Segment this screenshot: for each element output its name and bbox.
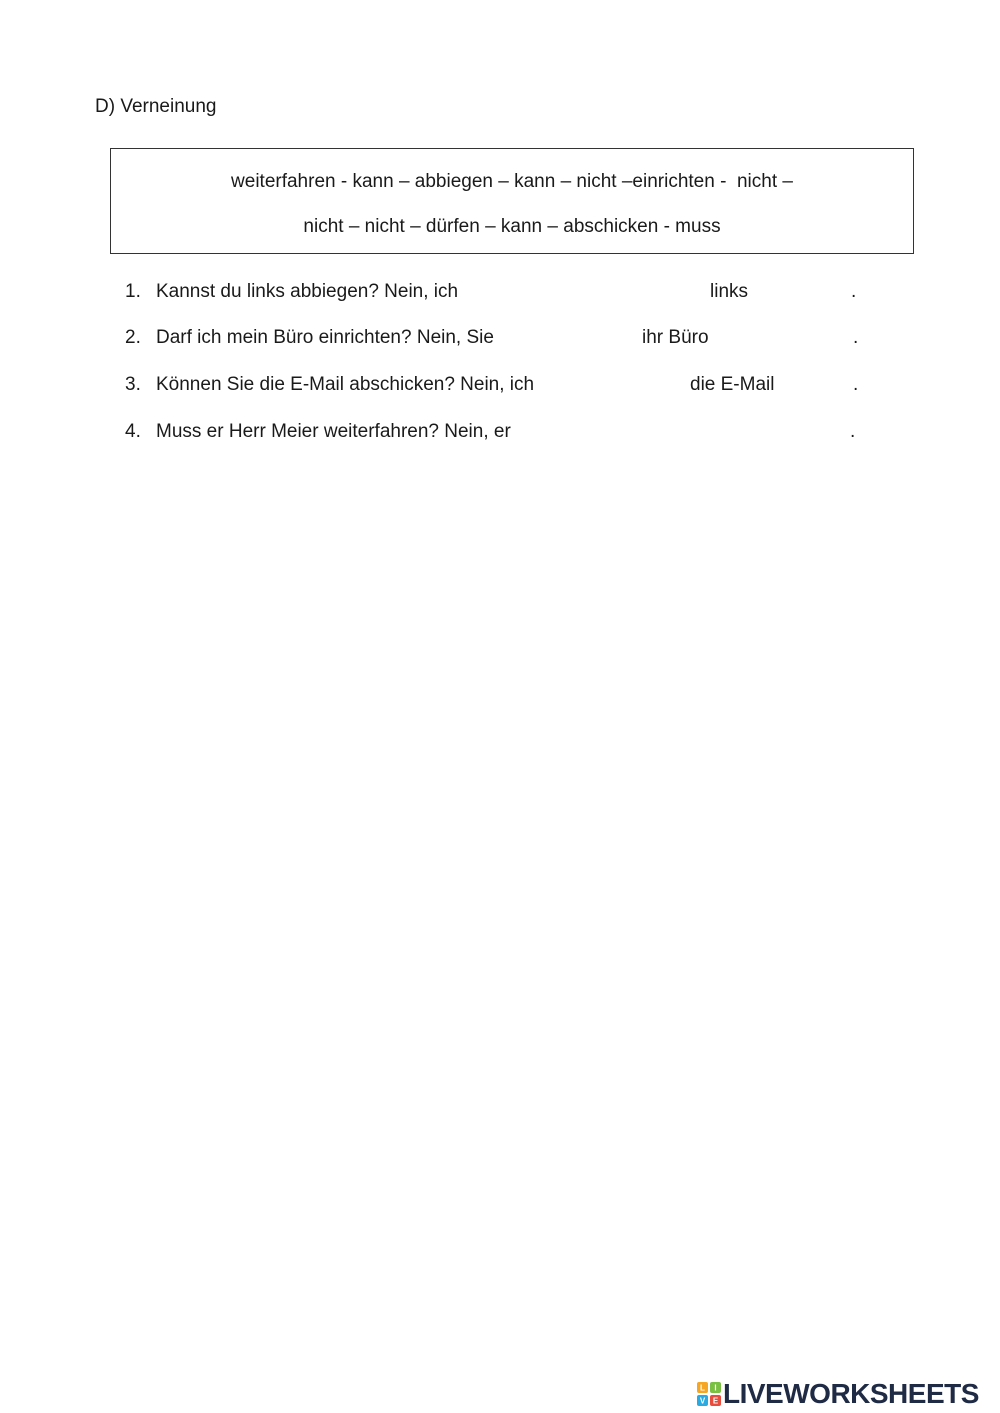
exercise-item-3 bbox=[0, 373, 1000, 399]
word-bank-line-2: nicht – nicht – dürfen – kann – abschicken - muss bbox=[303, 216, 721, 237]
svg-text:E: E bbox=[712, 1396, 719, 1406]
exercise-question: Darf ich mein Büro einrichten? Nein, Sie bbox=[156, 327, 494, 348]
exercise-number: 3. bbox=[125, 374, 141, 395]
svg-text:V: V bbox=[699, 1396, 706, 1406]
word-bank-line-1: weiterfahren - kann – abbiegen – kann – nicht –einrichten - nicht – bbox=[231, 171, 793, 192]
exercise-question: Muss er Herr Meier weiterfahren? Nein, er bbox=[156, 421, 511, 442]
exercise-question: Kannst du links abbiegen? Nein, ich bbox=[156, 281, 459, 302]
liveworksheets-watermark bbox=[697, 1378, 995, 1412]
liveworksheets-logo-icon bbox=[697, 1382, 721, 1406]
word-bank-box bbox=[110, 148, 914, 254]
watermark-text: LIVEWORKSHEETS bbox=[723, 1378, 979, 1409]
exercise-number: 2. bbox=[125, 327, 141, 348]
exercise-item-1 bbox=[0, 280, 1000, 306]
exercise-end-period: . bbox=[853, 374, 859, 395]
exercise-end-period: . bbox=[853, 327, 859, 348]
exercise-item-4 bbox=[0, 420, 1000, 446]
exercise-question: Können Sie die E-Mail abschicken? Nein, ich bbox=[156, 374, 535, 395]
exercise-end-period: . bbox=[851, 281, 857, 302]
exercise-number: 4. bbox=[125, 421, 141, 442]
svg-text:L: L bbox=[700, 1383, 705, 1393]
exercise-item-2 bbox=[0, 326, 1000, 352]
exercise-end-period: . bbox=[850, 421, 856, 442]
exercise-number: 1. bbox=[125, 281, 141, 302]
exercise-middle-word: links bbox=[710, 281, 749, 302]
exercise-middle-word: die E-Mail bbox=[690, 374, 775, 395]
exercise-middle-word: ihr Büro bbox=[642, 327, 709, 348]
section-title: D) Verneinung bbox=[95, 96, 217, 117]
svg-text:I: I bbox=[714, 1383, 717, 1393]
